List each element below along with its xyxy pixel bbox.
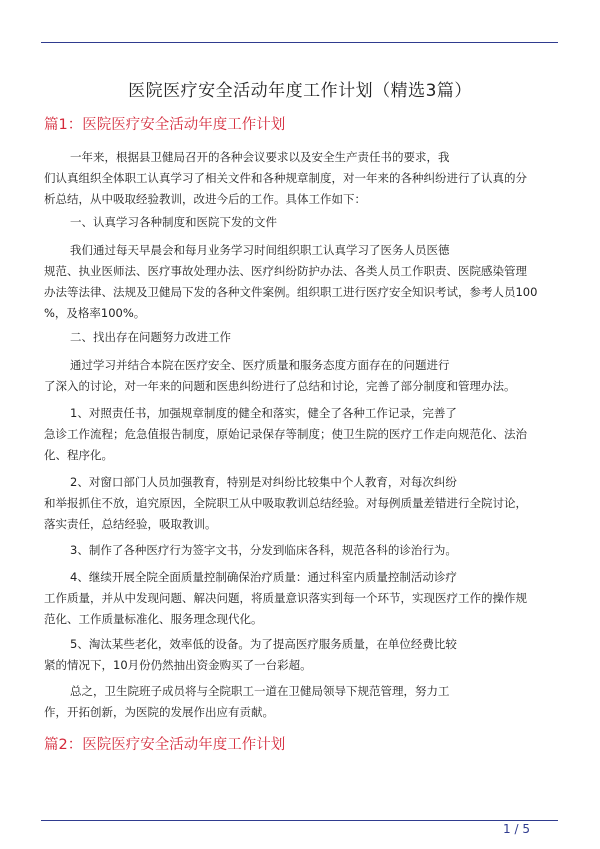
text-line: 通过学习并结合本院在医疗安全、医疗质量和服务态度方面存在的问题进行	[70, 358, 450, 372]
text-line: 和举报抓住不放，追究原因，全院职工从中吸取教训总结经验。对每例质量差错进行全院讨论，	[44, 496, 527, 510]
paragraph-1	[44, 147, 560, 210]
page-number: 1 / 5	[503, 822, 530, 836]
paragraph-3	[44, 355, 560, 397]
text-line: 作，开拓创新，为医院的发展作出应有贡献。	[44, 705, 274, 719]
paragraph-2	[44, 240, 560, 324]
subsection-heading-2: 二、找出存在问题努力改进工作	[70, 330, 231, 344]
text-line: 总之，卫生院班子成员将与全院职工一道在卫健局领导下规范管理，努力工	[70, 684, 450, 698]
paragraph-9	[44, 681, 560, 723]
paragraph-5	[44, 472, 560, 535]
header-rule	[41, 42, 558, 43]
text-line: 化、程序化。	[44, 448, 113, 462]
text-line: 一年来，根据县卫健局召开的各种会议要求以及安全生产责任书的要求，我	[70, 150, 450, 164]
text-line: 了深入的讨论，对一年来的问题和医患纠纷进行了总结和讨论，完善了部分制度和管理办法。	[44, 379, 516, 393]
text-line: 4、继续开展全院全面质量控制确保治疗质量：通过科室内质量控制活动诊疗	[70, 570, 457, 584]
text-line: 紧的情况下，10月份仍然抽出资金购买了一台彩超。	[44, 658, 312, 672]
text-line: 3、制作了各种医疗行为签字文书，分发到临床各科，规范各科的诊治行为。	[70, 543, 457, 557]
paragraph-4	[44, 403, 560, 466]
text-line: 规范、执业医师法、医疗事故处理办法、医疗纠纷防护办法、各类人员工作职责、医院感染管理	[44, 264, 527, 278]
paragraph-6	[70, 540, 560, 561]
paragraph-8	[44, 634, 560, 676]
section-heading-1: 篇1：医院医疗安全活动年度工作计划	[44, 117, 286, 133]
text-line: %，及格率100%。	[44, 306, 146, 320]
subsection-heading-1: 一、认真学习各种制度和医院下发的文件	[70, 215, 277, 229]
text-line: 1、对照责任书，加强规章制度的健全和落实，健全了各种工作记录，完善了	[70, 406, 457, 420]
text-line: 工作质量，并从中发现问题、解决问题，将质量意识落实到每一个环节，实现医疗工作的操作规	[44, 591, 527, 605]
text-line: 5、淘汰某些老化，效率低的设备。为了提高医疗服务质量，在单位经费比较	[70, 637, 457, 651]
paragraph-7	[44, 567, 560, 630]
text-line: 我们通过每天早晨会和每月业务学习时间组织职工认真学习了医务人员医德	[70, 243, 450, 257]
section-heading-2: 篇2：医院医疗安全活动年度工作计划	[44, 737, 286, 753]
document-title: 医院医疗安全活动年度工作计划（精选3篇）	[128, 81, 472, 101]
text-line: 范化、工作质量标准化、服务理念现代化。	[44, 612, 263, 626]
text-line: 办法等法律、法规及卫健局下发的各种文件案例。组织职工进行医疗安全知识考试，参考人员100	[44, 285, 538, 299]
text-line: 们认真组织全体职工认真学习了相关文件和各种规章制度，对一年来的各种纠纷进行了认真的分	[44, 171, 527, 185]
footer-rule	[41, 820, 558, 821]
text-line: 2、对窗口部门人员加强教育，特别是对纠纷比较集中个人教育，对每次纠纷	[70, 475, 457, 489]
text-line: 急诊工作流程；危急值报告制度，原始记录保存等制度；使卫生院的医疗工作走向规范化、法治	[44, 427, 527, 441]
text-line: 析总结，从中吸取经验教训，改进今后的工作。具体工作如下：	[44, 192, 366, 206]
text-line: 落实责任，总结经验，吸取教训。	[44, 517, 217, 531]
